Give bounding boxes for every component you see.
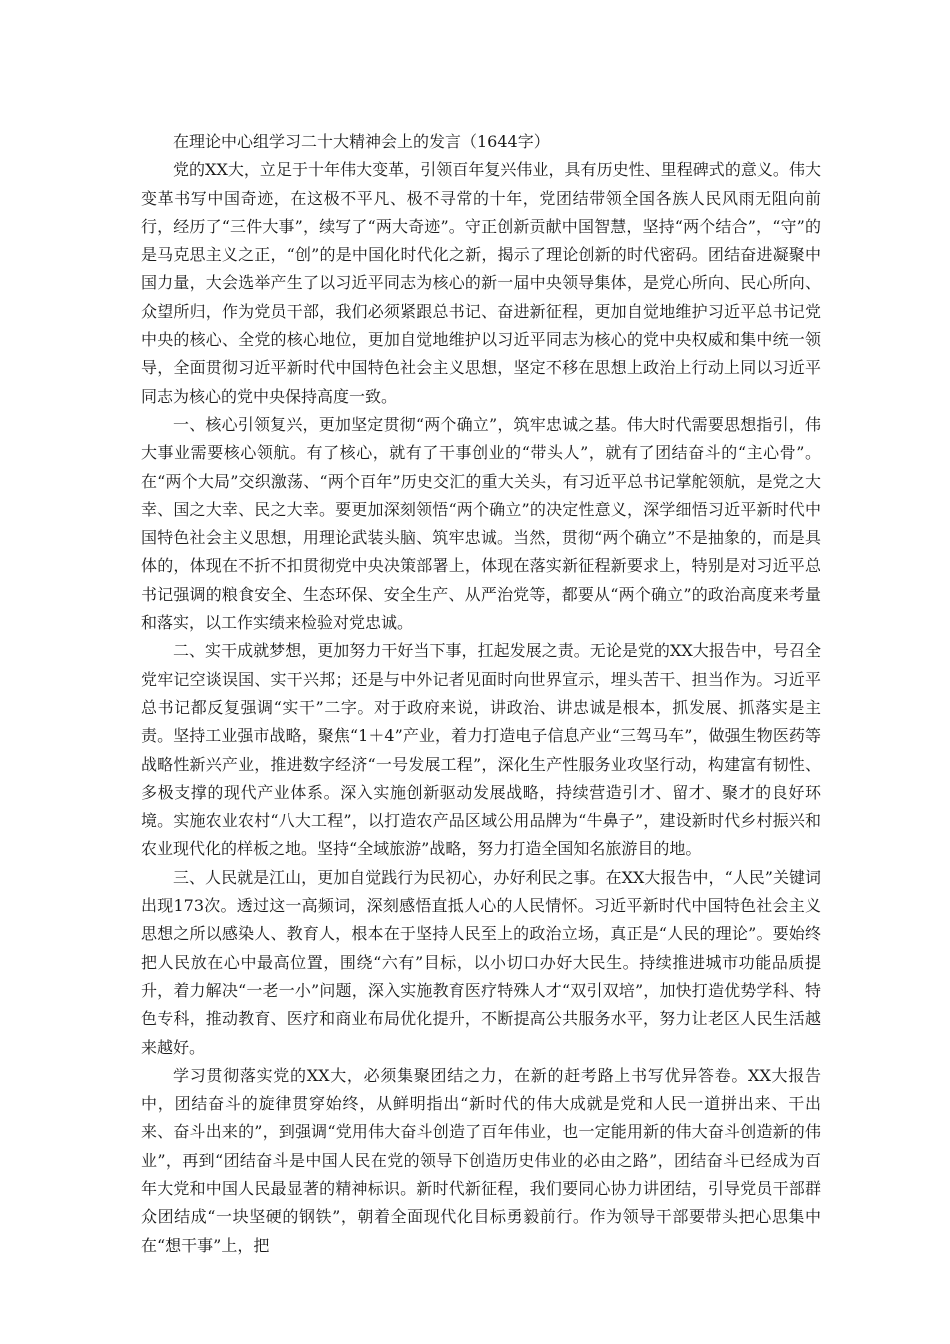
paragraph-section-two: 二、实干成就梦想，更加努力干好当下事，扛起发展之责。无论是党的XX大报告中，号召全党牢记空谈误国、实干兴邦；还是与中外记者见面时向世界宣示，埋头苦干、担当作为。习近平总书记都反复强调“实干”二字。对于政府来说，讲政治、讲忠诚是根本，抓发展、抓落实是主责。坚持工业强市战略，聚焦“1＋4”产业，着力打造电子信息产业“三驾马车”，做强生物医药等战略性新兴产业，推进数字经济“一号发展工程”，深化生产性服务业攻坚行动，构建富有韧性、多极支撑的现代产业体系。深入实施创新驱动发展战略，持续营造引才、留才、聚才的良好环境。实施农业农村“八大工程”，以打造农产品区域公用品牌为“牛鼻子”，建设新时代乡村振兴和农业现代化的样板之地。坚持“全域旅游”战略，努力打造全国知名旅游目的地。 [141,641,821,859]
document-page [141,128,821,1260]
paragraph-section-three: 三、人民就是江山，更加自觉践行为民初心，办好利民之事。在XX大报告中，“人民”关键词出现173次。透过这一高频词，深刻感悟直抵人心的人民情怀。习近平新时代中国特色社会主义思想之所以感染人、教育人，根本在于坚持人民至上的政治立场，真正是“人民的理论”。要始终把人民放在心中最高位置，围绕“六有”目标，以小切口办好大民生。持续推进城市功能品质提升，着力解决“一老一小”问题，深入实施教育医疗特殊人才“双引双培”，加快打造优势学科、特色专科，推动教育、医疗和商业布局优化提升，不断提高公共服务水平，努力让老区人民生活越来越好。 [141,867,821,1057]
paragraph-conclusion: 学习贯彻落实党的XX大，必须集聚团结之力，在新的赶考路上书写优异答卷。XX大报告中，团结奋斗的旋律贯穿始终，从鲜明指出“新时代的伟大成就是党和人民一道拼出来、干出来、奋斗出来的”，到强调“党用伟大奋斗创造了百年伟业，也一定能用新的伟大奋斗创造新的伟业”，再到“团结奋斗是中国人民在党的领导下创造历史伟业的必由之路”，团结奋斗已经成为百年大党和中国人民最显著的精神标识。新时代新征程，我们要同心协力讲团结，引导党员干部群众团结成“一块坚硬的钢铁”，朝着全面现代化目标勇毅前行。作为领导干部要带头把心思集中在“想干事”上，把 [141,1065,821,1255]
paragraph-section-one: 一、核心引领复兴，更加坚定贯彻“两个确立”，筑牢忠诚之基。伟大时代需要思想指引，伟大事业需要核心领航。有了核心，就有了干事创业的“带头人”，就有了团结奋斗的“主心骨”。在“两个大局”交织激荡、“两个百年”历史交汇的重大关头，有习近平总书记掌舵领航，是党之大幸、国之大幸、民之大幸。要更加深刻领悟“两个确立”的决定性意义，深学细悟习近平新时代中国特色社会主义思想，用理论武装头脑、筑牢忠诚。当然，贯彻“两个确立”不是抽象的，而是具体的，体现在不折不扣贯彻党中央决策部署上，体现在落实新征程新要求上，特别是对习近平总书记强调的粮食安全、生态环保、安全生产、从严治党等，都要从“两个确立”的政治高度来考量和落实，以工作实绩来检验对党忠诚。 [141,414,821,633]
paragraph-intro: 党的XX大，立足于十年伟大变革，引领百年复兴伟业，具有历史性、里程碑式的意义。伟大变革书写中国奇迹，在这极不平凡、极不寻常的十年，党团结带领全国各族人民风雨无阻向前行，经历了“三件大事”，续写了“两大奇迹”。守正创新贡献中国智慧，坚持“两个结合”，“守”的是马克思主义之正，“创”的是中国化时代化之新，揭示了理论创新的时代密码。团结奋进凝聚中国力量，大会选举产生了以习近平同志为核心的新一届中央领导集体，是党心所向、民心所向、众望所归，作为党员干部，我们必须紧跟总书记、奋进新征程，更加自觉地维护习近平总书记党中央的核心、全党的核心地位，更加自觉地维护以习近平同志为核心的党中央权威和集中统一领导，全面贯彻习近平新时代中国特色社会主义思想，坚定不移在思想上政治上行动上同以习近平同志为核心的党中央保持高度一致。 [141,160,821,406]
document-title: 在理论中心组学习二十大精神会上的发言（1644字） [173,132,550,151]
